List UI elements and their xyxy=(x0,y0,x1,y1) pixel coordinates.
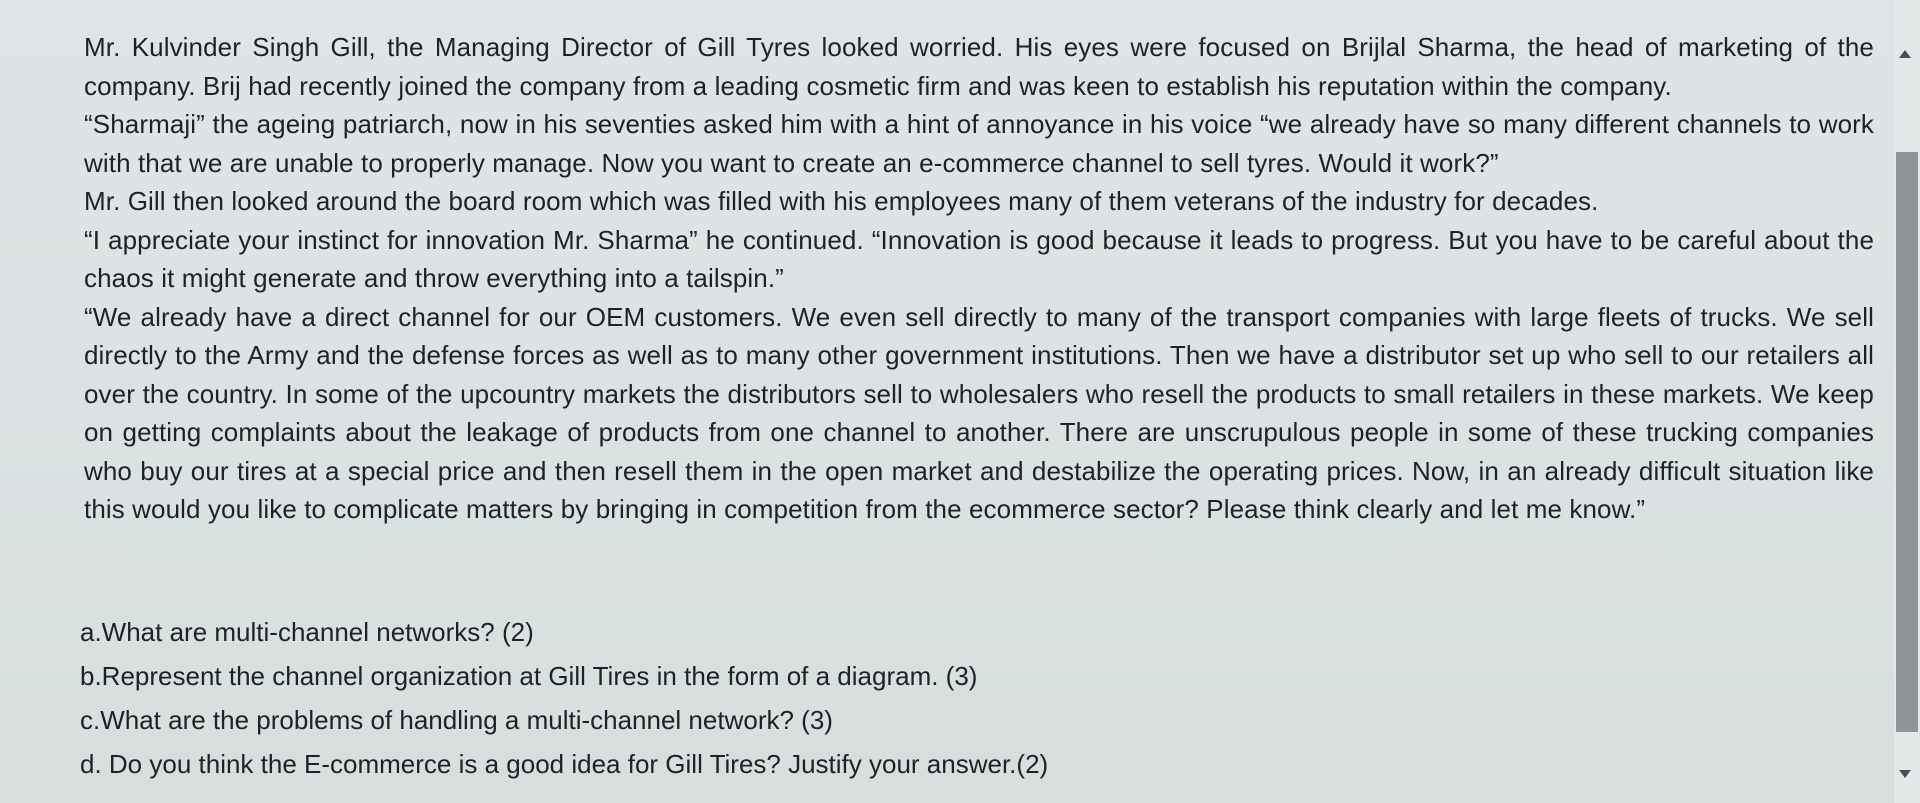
scrollbar-thumb[interactable] xyxy=(1896,152,1918,732)
scroll-down-icon[interactable] xyxy=(1899,770,1911,778)
question-d: d. Do you think the E-commerce is a good idea for Gill Tires? Justify your answer.(2) xyxy=(80,749,1049,779)
passage-paragraph: “I appreciate your instinct for innovation Mr. Sharma” he continued. “Innovation is good because it leads to progress. But you have to be careful about the chaos it might generate and throw everything into a tailspin.” xyxy=(84,224,1874,293)
question-list xyxy=(80,610,1380,786)
question-b: b.Represent the channel organization at Gill Tires in the form of a diagram. (3) xyxy=(80,661,978,691)
passage-paragraph: Mr. Gill then looked around the board room which was filled with his employees many of them veterans of the industry for decades. xyxy=(84,186,1599,216)
passage-paragraph: “Sharmaji” the ageing patriarch, now in his seventies asked him with a hint of annoyance in his voice “we already have so many different channels to work with that we are unable to properly manage. Now you want to create an e-commerce channel to sell tyres. Would it work?” xyxy=(84,109,1874,178)
case-passage xyxy=(84,28,1874,529)
vertical-scrollbar[interactable] xyxy=(1894,0,1920,803)
question-a: a.What are multi-channel networks? (2) xyxy=(80,617,534,647)
passage-paragraph: “We already have a direct channel for our OEM customers. We even sell directly to many of the transport companies with large fleets of trucks. We sell directly to the Army and the defense forces as well as to many other government institutions. Then we have a distributor set up who sell to our retailers all over the country. In some of the upcountry markets the distributors sell to wholesalers who resell the products to small retailers in these markets. We keep on getting complaints about the leakage of products from one channel to another. There are unscrupulous people in some of these trucking companies who buy our tires at a special price and then resell them in the open market and destabilize the operating prices. Now, in an already difficult situation like this would you like to complicate matters by bringing in competition from the ecommerce sector? Please think clearly and let me know.” xyxy=(84,301,1874,524)
scroll-up-icon[interactable] xyxy=(1899,50,1911,58)
question-c: c.What are the problems of handling a multi-channel network? (3) xyxy=(80,705,833,735)
passage-paragraph: Mr. Kulvinder Singh Gill, the Managing Director of Gill Tyres looked worried. His eyes were focused on Brijlal Sharma, the head of marketing of the company. Brij had recently joined the company from a leading cosmetic firm and was keen to establish his reputation within the company. xyxy=(84,32,1874,101)
